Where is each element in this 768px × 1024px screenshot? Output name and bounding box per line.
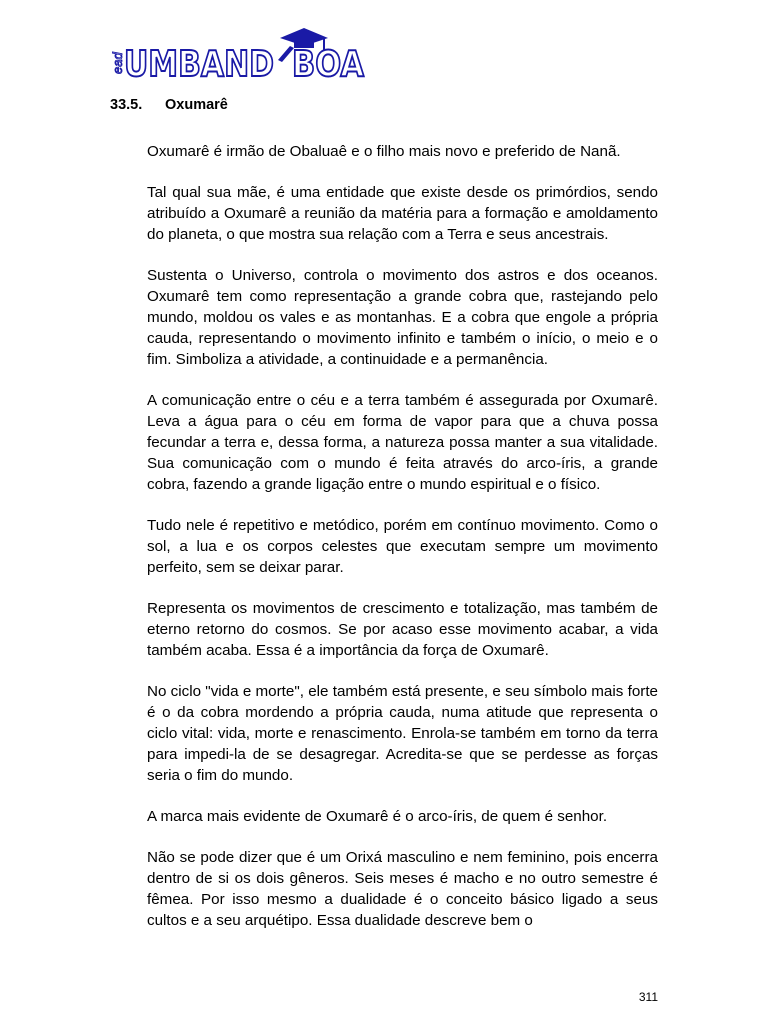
- umbandboa-logo: [108, 24, 368, 85]
- paragraph: No ciclo "vida e morte", ele também está presente, e seu símbolo mais forte é o da cobra mordendo a própria cauda, numa atitude que representa o ciclo vital: vida, morte e renascimento. Enrola-se também em torno da terra para impedi-la de se desagregar. Acredita-se que se perdesse as forças seria o fim do mundo.: [147, 683, 658, 784]
- paragraph: Não se pode dizer que é um Orixá masculino e nem feminino, pois encerra dentro de si os dois gêneros. Seis meses é macho e no outro semestre é fêmea. Por isso mesmo a dualidade é o conceito básico ligado a seus cultos e a seu arquétipo. Essa dualidade descreve bem o: [147, 849, 658, 929]
- paragraph: Tal qual sua mãe, é uma entidade que existe desde os primórdios, sendo atribuído a Oxumarê a reunião da matéria para a formação e amoldamento do planeta, o que mostra sua relação com a Terra e seus ancestrais.: [147, 184, 658, 243]
- section-body: [147, 141, 658, 931]
- paragraph: Representa os movimentos de crescimento e totalização, mas também de eterno retorno do cosmos. Se por acaso esse movimento acabar, a vida também acaba. Essa é a importância da força de Oxumarê.: [147, 600, 658, 659]
- paragraph: Oxumarê é irmão de Obaluaê e o filho mais novo e preferido de Nanã.: [147, 143, 621, 160]
- svg-text:ead: ead: [110, 52, 125, 74]
- svg-text:UMBAND: UMBAND: [124, 44, 274, 85]
- page-number: 311: [638, 990, 658, 1004]
- section-heading: [110, 97, 228, 113]
- paragraph: A comunicação entre o céu e a terra também é assegurada por Oxumarê. Leva a água para o céu em forma de vapor para que a chuva possa fecundar a terra e, dessa forma, a natureza possa manter a sua vitalidade. Sua comunicação com o mundo é feita através do arco-íris, a grande cobra, fazendo a grande ligação entre o mundo espiritual e o físico.: [147, 392, 658, 493]
- paragraph: Tudo nele é repetitivo e metódico, porém em contínuo movimento. Como o sol, a lua e os corpos celestes que executam sempre um movimento perfeito, sem se deixar parar.: [147, 517, 658, 576]
- svg-text:BOA: BOA: [292, 44, 365, 85]
- paragraph: A marca mais evidente de Oxumarê é o arco-íris, de quem é senhor.: [147, 808, 608, 825]
- section-number: 33.5.: [110, 97, 143, 113]
- paragraph: Sustenta o Universo, controla o movimento dos astros e dos oceanos. Oxumarê tem como representação a grande cobra que, rastejando pelo mundo, moldou os vales e as montanhas. E a cobra que engole a própria cauda, representando o movimento infinito e também o início, o meio e o fim. Simboliza a atividade, a continuidade e a permanência.: [147, 267, 658, 368]
- section-title: Oxumarê: [165, 97, 228, 113]
